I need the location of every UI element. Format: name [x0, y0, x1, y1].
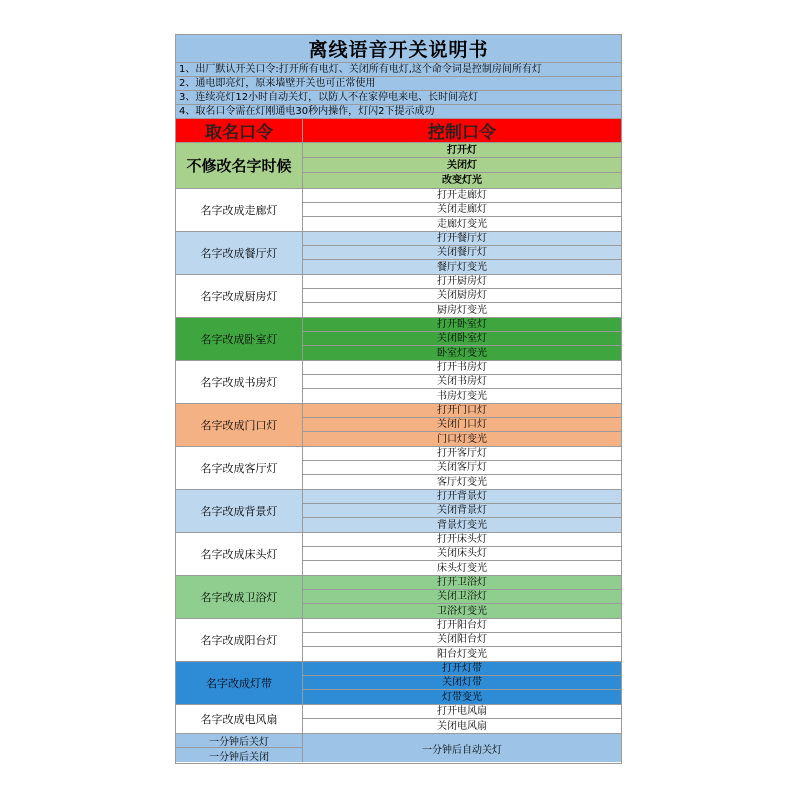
command-cell: 改变灯光	[442, 175, 482, 186]
timer-names	[176, 734, 303, 762]
group-row	[176, 275, 621, 318]
command-cell: 打开灯	[303, 143, 621, 158]
group-row	[176, 619, 621, 662]
command-cell: 打开厨房灯	[303, 275, 621, 289]
command-cell: 打开客厅灯	[303, 447, 621, 461]
group-row	[176, 705, 621, 734]
group-name: 名字改成餐厅灯	[176, 232, 303, 274]
note-line: 2、通电即亮灯，原来墙壁开关也可正常使用	[176, 77, 621, 91]
group-commands	[303, 361, 621, 403]
command-cell: 打开卧室灯	[303, 318, 621, 332]
command-cell: 关闭门口灯	[303, 418, 621, 432]
command-cell: 关闭卫浴灯	[303, 590, 621, 604]
timer-command: 一分钟后自动关灯	[422, 744, 502, 756]
group-commands	[303, 275, 621, 317]
command-cell: 关闭背景灯	[303, 504, 621, 518]
group-name: 名字改成床头灯	[176, 533, 303, 575]
note-line: 1、出厂默认开关口令:打开所有电灯、关闭所有电灯,这个命令词是控制房间所有灯	[176, 63, 621, 77]
group-row	[176, 576, 621, 619]
command-cell: 门口灯变光	[437, 433, 487, 445]
command-cell: 打开阳台灯	[303, 619, 621, 633]
group-commands	[303, 189, 621, 231]
command-cell: 关闭书房灯	[303, 375, 621, 389]
command-cell: 卧室灯变光	[437, 347, 487, 359]
command-cell: 打开书房灯	[303, 361, 621, 375]
note-line: 4、取名口令需在灯刚通电30秒内操作，灯闪2下提示成功	[176, 105, 621, 119]
group-name: 名字改成厨房灯	[176, 275, 303, 317]
group-commands	[303, 143, 621, 188]
command-cell: 关闭电风扇	[437, 720, 487, 732]
command-cell: 关闭客厅灯	[303, 461, 621, 475]
group-commands	[303, 404, 621, 446]
group-name: 名字改成阳台灯	[176, 619, 303, 661]
command-groups	[176, 143, 621, 734]
group-name: 名字改成书房灯	[176, 361, 303, 403]
command-cell: 关闭灯带	[303, 676, 621, 690]
command-cell: 打开背景灯	[303, 490, 621, 504]
command-cell: 关闭餐厅灯	[303, 246, 621, 260]
group-commands	[303, 447, 621, 489]
command-cell: 床头灯变光	[437, 562, 487, 574]
command-cell: 打开床头灯	[303, 533, 621, 547]
group-row	[176, 143, 621, 189]
group-row	[176, 447, 621, 490]
group-commands	[303, 232, 621, 274]
group-name: 不修改名字时候	[176, 143, 303, 188]
group-name: 名字改成卧室灯	[176, 318, 303, 360]
command-cell: 关闭卧室灯	[303, 332, 621, 346]
group-name: 名字改成走廊灯	[176, 189, 303, 231]
sheet-title: 离线语音开关说明书	[176, 35, 621, 63]
group-commands	[303, 662, 621, 704]
group-name: 名字改成卫浴灯	[176, 576, 303, 618]
command-cell: 卫浴灯变光	[437, 605, 487, 617]
command-cell: 打开餐厅灯	[303, 232, 621, 246]
group-row	[176, 361, 621, 404]
command-cell: 灯带变光	[442, 691, 482, 703]
group-commands	[303, 619, 621, 661]
timer-name: 一分钟后关闭	[209, 751, 269, 763]
command-cell: 厨房灯变光	[437, 304, 487, 316]
command-cell: 走廊灯变光	[437, 218, 487, 230]
command-cell: 关闭阳台灯	[303, 633, 621, 647]
group-commands	[303, 490, 621, 532]
header-name-column: 取名口令	[176, 119, 303, 142]
header-command-column: 控制口令	[428, 123, 496, 143]
command-cell: 书房灯变光	[437, 390, 487, 402]
group-name: 名字改成电风扇	[176, 705, 303, 733]
instruction-sheet	[175, 34, 622, 764]
group-commands	[303, 318, 621, 360]
command-cell: 打开电风扇	[303, 705, 621, 719]
command-cell: 打开门口灯	[303, 404, 621, 418]
group-commands	[303, 576, 621, 618]
group-name: 名字改成客厅灯	[176, 447, 303, 489]
group-name: 名字改成门口灯	[176, 404, 303, 446]
group-commands	[303, 533, 621, 575]
command-cell: 打开卫浴灯	[303, 576, 621, 590]
group-row	[176, 404, 621, 447]
note-line: 3、连续亮灯12小时自动关灯，以防人不在家停电来电、长时间亮灯	[176, 91, 621, 105]
group-row	[176, 189, 621, 232]
group-row	[176, 662, 621, 705]
group-commands	[303, 705, 621, 733]
group-row	[176, 533, 621, 576]
timer-row	[176, 734, 621, 762]
group-name: 名字改成灯带	[176, 662, 303, 704]
group-name: 名字改成背景灯	[176, 490, 303, 532]
table-header	[176, 119, 621, 143]
command-cell: 客厅灯变光	[437, 476, 487, 488]
command-cell: 关闭床头灯	[303, 547, 621, 561]
command-cell: 打开走廊灯	[303, 189, 621, 203]
command-cell: 背景灯变光	[437, 519, 487, 531]
command-cell: 关闭灯	[303, 158, 621, 173]
command-cell: 阳台灯变光	[437, 648, 487, 660]
group-row	[176, 490, 621, 533]
group-row	[176, 232, 621, 275]
command-cell: 关闭走廊灯	[303, 203, 621, 217]
timer-name: 一分钟后关灯	[176, 734, 302, 748]
command-cell: 关闭厨房灯	[303, 289, 621, 303]
command-cell: 打开灯带	[303, 662, 621, 676]
group-row	[176, 318, 621, 361]
command-cell: 餐厅灯变光	[437, 261, 487, 273]
